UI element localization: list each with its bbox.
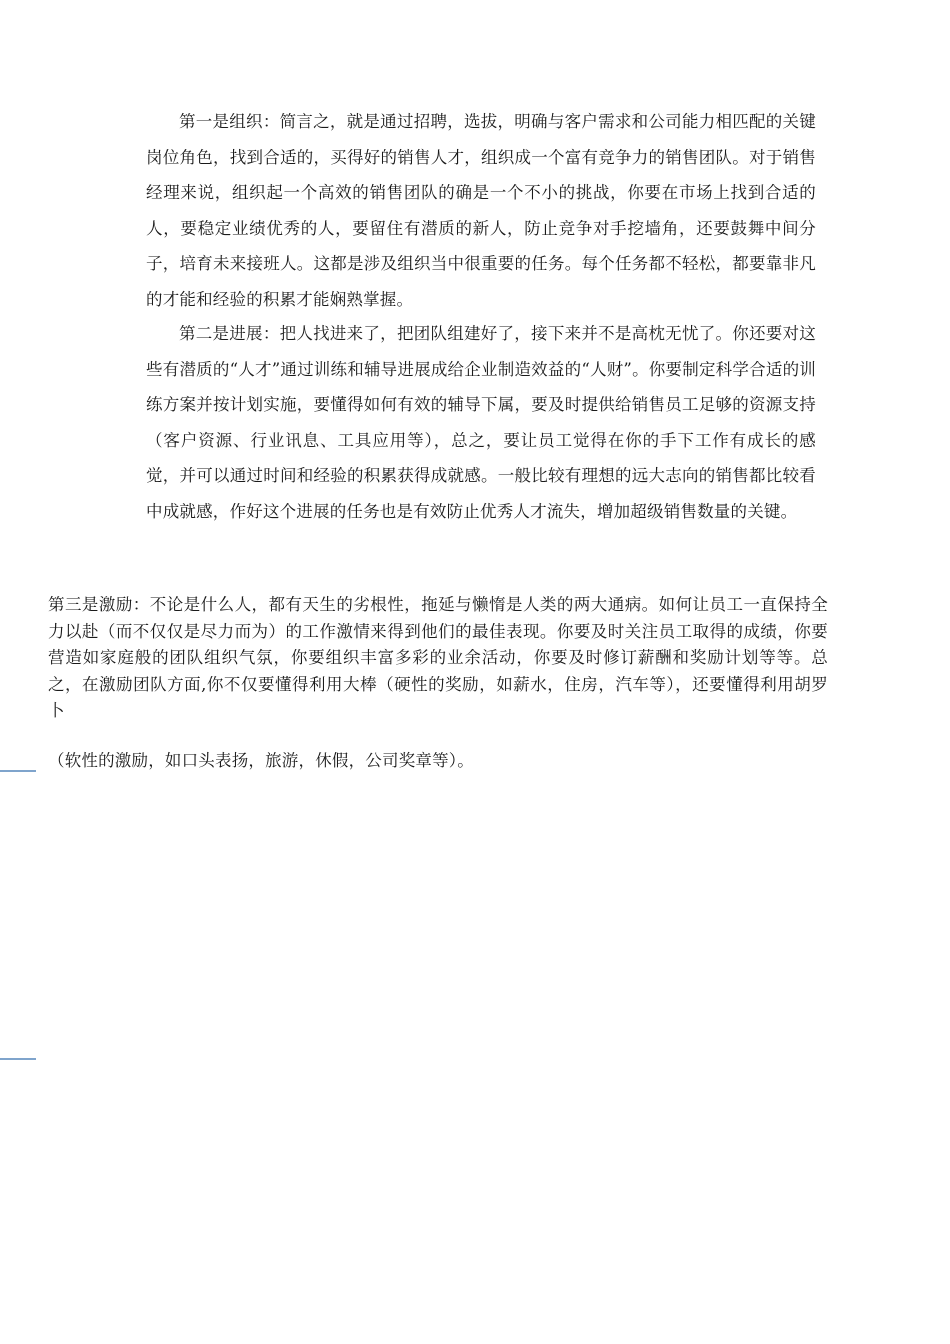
paragraph-development: 第二是进展：把人找进来了，把团队组建好了，接下来并不是高枕无忧了。你还要对这些有潜质的“人才”通过训练和辅导进展成给企业制造效益的“人财”。你要制定科学合适的训练方案并按计划实施，要懂得如何有效的辅导下属，要及时提供给销售员工足够的资源支持（客户资源、行业讯息、工具应用等），总之，要让员工觉得在你的手下工作有成长的感觉，并可以通过时间和经验的积累获得成就感。一般比较有理想的远大志向的销售都比较看中成就感，作好这个进展的任务也是有效防止优秀人才流失，增加超级销售数量的关键。 xyxy=(146,324,816,521)
left-margin-marker xyxy=(0,770,36,772)
paragraph-organization: 第一是组织：简言之，就是通过招聘，选拔，明确与客户需求和公司能力相匹配的关键岗位角色，找到合适的，买得好的销售人才，组织成一个富有竞争力的销售团队。对于销售经理来说，组织起一个高效的销售团队的确是一个不小的挑战，你要在市场上找到合适的人，要稳定业绩优秀的人，要留住有潜质的新人，防止竞争对手挖墙角，还要鼓舞中间分子，培育未来接班人。这都是涉及组织当中很重要的任务。每个任务都不轻松，都要靠非凡的才能和经验的积累才能娴熟掌握。 xyxy=(146,112,816,309)
paragraph-motivation: 第三是激励：不论是什么人，都有天生的劣根性，拖延与懒惰是人类的两大通病。如何让员工一直保持全力以赴（而不仅仅是尽力而为）的工作激情来得到他们的最佳表现。你要及时关注员工取得的成绩，你要营造如家庭般的团队组织气氛，你要组织丰富多彩的业余活动，你要及时修订薪酬和奖励计划等等。总之，在激励团队方面,你不仅要懂得利用大棒（硬性的奖励，如薪水，住房，汽车等），还要懂得利用胡罗卜 xyxy=(48,595,828,720)
paragraph-motivation-continued: （软性的激励，如口头表扬，旅游，休假，公司奖章等）。 xyxy=(48,751,474,770)
left-margin-marker xyxy=(0,1058,36,1060)
